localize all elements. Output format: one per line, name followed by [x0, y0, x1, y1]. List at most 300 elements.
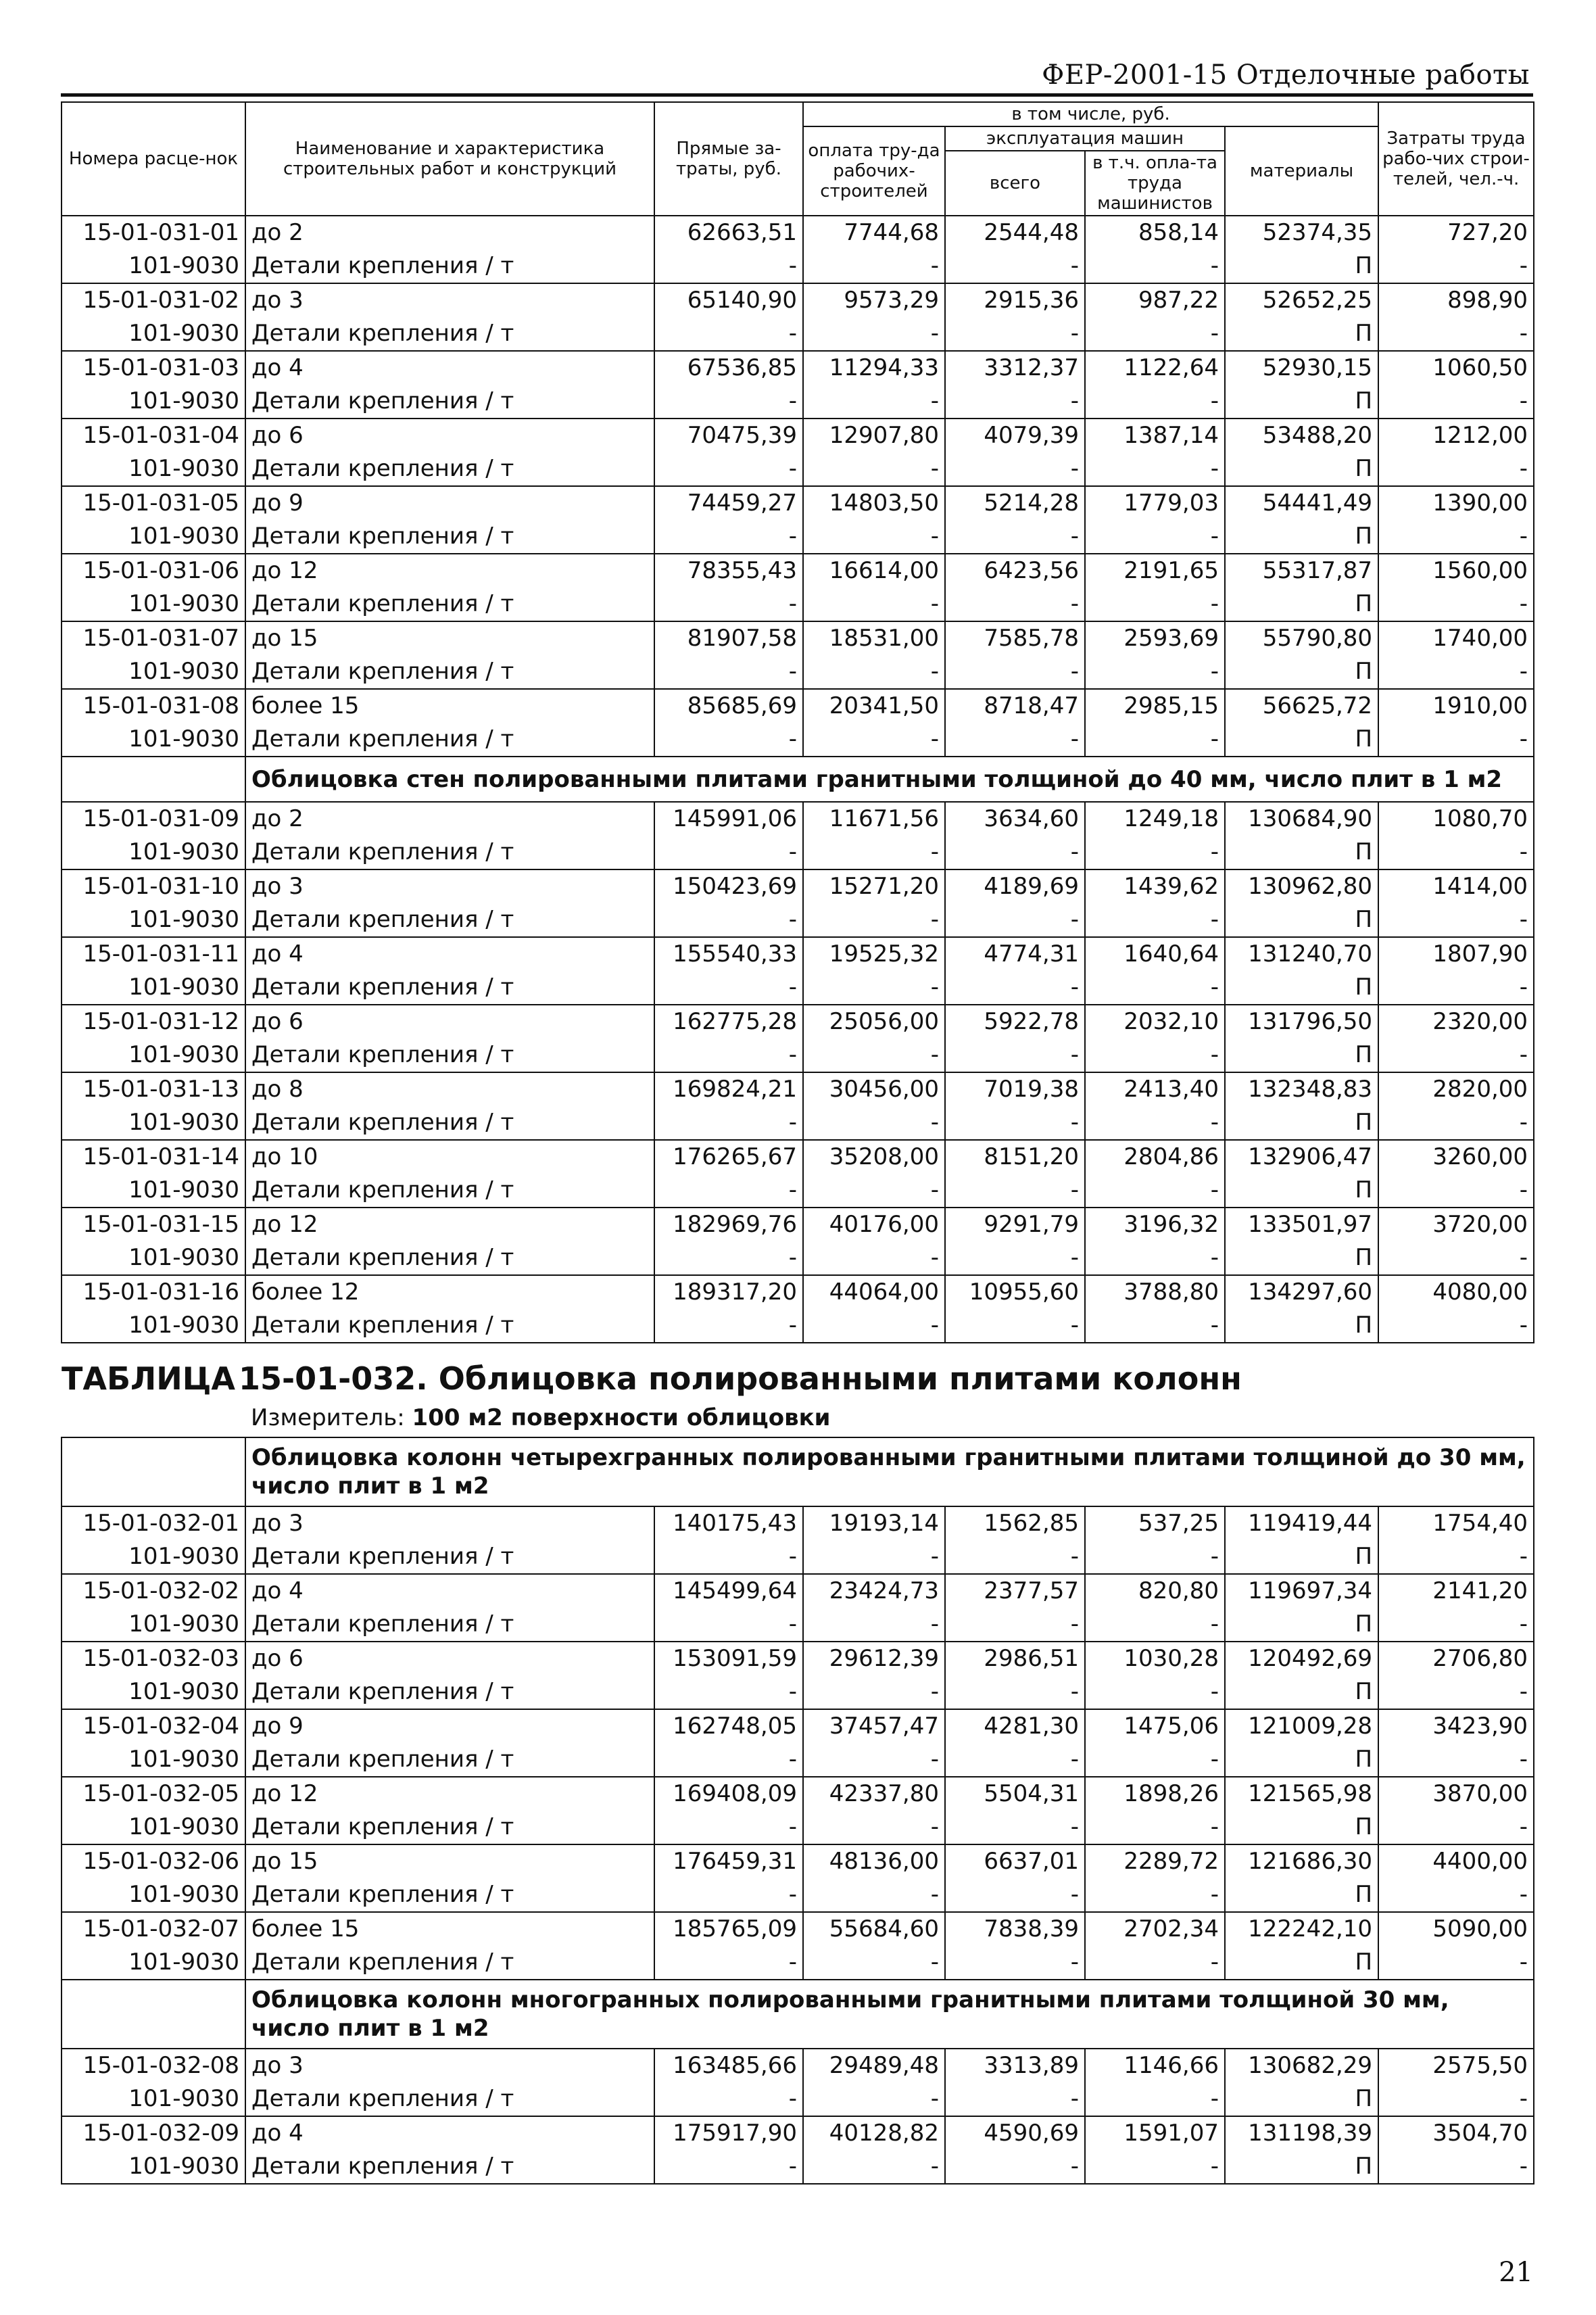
detail-name: Детали крепления / т	[245, 971, 654, 1005]
table-row	[62, 937, 1534, 971]
section-title: Облицовка колонн многогранных полированными гранитными плитами толщиной 30 мм, число плит в 1 м2	[245, 1980, 1534, 2049]
detail-dash: -	[1085, 1106, 1225, 1140]
machines-total: 4590,69	[945, 2116, 1085, 2150]
col-mach-total-header: всего	[945, 151, 1085, 216]
materials: 131796,50	[1225, 1005, 1378, 1039]
machinist-wage: 1898,26	[1085, 1777, 1225, 1811]
detail-dash: -	[654, 1675, 803, 1709]
detail-dash: -	[803, 1540, 945, 1574]
machines-total: 3634,60	[945, 802, 1085, 836]
materials: 55790,80	[1225, 621, 1378, 655]
worker-wage: 14803,50	[803, 486, 945, 520]
materials: 119419,44	[1225, 1506, 1378, 1540]
detail-unit: П	[1225, 2082, 1378, 2116]
detail-dash: -	[654, 1106, 803, 1140]
direct-cost: 176459,31	[654, 1844, 803, 1878]
detail-name: Детали крепления / т	[245, 520, 654, 554]
rate-name: до 3	[245, 869, 654, 903]
machines-total: 2544,48	[945, 216, 1085, 249]
rate-name: до 9	[245, 1709, 654, 1743]
labor-hours: 3720,00	[1378, 1208, 1534, 1241]
materials: 130684,90	[1225, 802, 1378, 836]
detail-unit: П	[1225, 588, 1378, 621]
detail-dash: -	[1085, 1675, 1225, 1709]
detail-dash: -	[1378, 1946, 1534, 1980]
worker-wage: 9573,29	[803, 283, 945, 317]
materials: 53488,20	[1225, 419, 1378, 452]
rate-name: до 6	[245, 1642, 654, 1675]
direct-cost: 150423,69	[654, 869, 803, 903]
table-row	[62, 1506, 1534, 1540]
machines-total: 1562,85	[945, 1506, 1085, 1540]
machines-total: 2986,51	[945, 1642, 1085, 1675]
detail-dash: -	[945, 836, 1085, 869]
col-materials-header: материалы	[1225, 126, 1378, 216]
rate-name: до 6	[245, 419, 654, 452]
machinist-wage: 2702,34	[1085, 1912, 1225, 1946]
detail-dash: -	[654, 1174, 803, 1208]
labor-hours: 1080,70	[1378, 802, 1534, 836]
detail-dash: -	[1085, 1039, 1225, 1072]
rate-code: 15-01-031-16	[62, 1275, 245, 1309]
labor-hours: 3423,90	[1378, 1709, 1534, 1743]
machinist-wage: 2289,72	[1085, 1844, 1225, 1878]
detail-dash: -	[654, 1608, 803, 1642]
materials: 132348,83	[1225, 1072, 1378, 1106]
machinist-wage: 2804,86	[1085, 1140, 1225, 1174]
direct-cost: 169408,09	[654, 1777, 803, 1811]
detail-code: 101-9030	[62, 1039, 245, 1072]
col-incl-header: в том числе, руб.	[803, 102, 1378, 126]
table-row	[62, 1275, 1534, 1309]
worker-wage: 48136,00	[803, 1844, 945, 1878]
direct-cost: 85685,69	[654, 689, 803, 723]
direct-cost: 140175,43	[654, 1506, 803, 1540]
detail-dash: -	[945, 1039, 1085, 1072]
direct-cost: 162775,28	[654, 1005, 803, 1039]
rate-name: до 3	[245, 2049, 654, 2082]
detail-dash: -	[945, 1540, 1085, 1574]
detail-code: 101-9030	[62, 249, 245, 283]
detail-row	[62, 1106, 1534, 1140]
worker-wage: 29612,39	[803, 1642, 945, 1675]
detail-dash: -	[1378, 836, 1534, 869]
worker-wage: 11671,56	[803, 802, 945, 836]
machines-total: 5214,28	[945, 486, 1085, 520]
detail-row	[62, 723, 1534, 757]
detail-dash: -	[945, 1174, 1085, 1208]
table-row	[62, 283, 1534, 317]
rate-name: до 4	[245, 351, 654, 385]
detail-name: Детали крепления / т	[245, 452, 654, 486]
detail-dash: -	[945, 1878, 1085, 1912]
labor-hours: 1910,00	[1378, 689, 1534, 723]
detail-dash: -	[803, 1106, 945, 1140]
machines-total: 4774,31	[945, 937, 1085, 971]
detail-dash: -	[803, 249, 945, 283]
detail-dash: -	[1378, 2150, 1534, 2184]
detail-row	[62, 588, 1534, 621]
detail-code: 101-9030	[62, 1309, 245, 1343]
detail-dash: -	[945, 1946, 1085, 1980]
machinist-wage: 2032,10	[1085, 1005, 1225, 1039]
detail-name: Детали крепления / т	[245, 385, 654, 419]
detail-dash: -	[1085, 1811, 1225, 1844]
machinist-wage: 537,25	[1085, 1506, 1225, 1540]
detail-row	[62, 1241, 1534, 1275]
detail-dash: -	[1378, 971, 1534, 1005]
table-row	[62, 689, 1534, 723]
worker-wage: 19525,32	[803, 937, 945, 971]
detail-name: Детали крепления / т	[245, 2150, 654, 2184]
detail-name: Детали крепления / т	[245, 1039, 654, 1072]
machinist-wage: 1779,03	[1085, 486, 1225, 520]
detail-dash: -	[654, 836, 803, 869]
machinist-wage: 2413,40	[1085, 1072, 1225, 1106]
detail-code: 101-9030	[62, 836, 245, 869]
rate-name: до 15	[245, 1844, 654, 1878]
detail-code: 101-9030	[62, 1106, 245, 1140]
detail-dash: -	[945, 1241, 1085, 1275]
detail-dash: -	[803, 385, 945, 419]
detail-row	[62, 2150, 1534, 2184]
worker-wage: 40128,82	[803, 2116, 945, 2150]
machinist-wage: 858,14	[1085, 216, 1225, 249]
detail-unit: П	[1225, 1309, 1378, 1343]
machines-total: 2915,36	[945, 283, 1085, 317]
table-row	[62, 486, 1534, 520]
worker-wage: 23424,73	[803, 1574, 945, 1608]
detail-dash: -	[803, 1309, 945, 1343]
materials: 130682,29	[1225, 2049, 1378, 2082]
detail-dash: -	[945, 723, 1085, 757]
detail-dash: -	[803, 1811, 945, 1844]
detail-dash: -	[1378, 2082, 1534, 2116]
page-header: ФЕР-2001-15 Отделочные работы	[1042, 59, 1530, 91]
detail-dash: -	[1378, 1540, 1534, 1574]
detail-dash: -	[1378, 903, 1534, 937]
detail-row	[62, 1878, 1534, 1912]
detail-unit: П	[1225, 1241, 1378, 1275]
machines-total: 4281,30	[945, 1709, 1085, 1743]
detail-dash: -	[654, 452, 803, 486]
detail-name: Детали крепления / т	[245, 655, 654, 689]
detail-dash: -	[1378, 1608, 1534, 1642]
detail-unit: П	[1225, 903, 1378, 937]
detail-dash: -	[945, 1811, 1085, 1844]
table-row	[62, 216, 1534, 249]
worker-wage: 12907,80	[803, 419, 945, 452]
machinist-wage: 1387,14	[1085, 419, 1225, 452]
detail-dash: -	[803, 903, 945, 937]
table-row	[62, 1140, 1534, 1174]
table-row	[62, 1642, 1534, 1675]
worker-wage: 37457,47	[803, 1709, 945, 1743]
materials: 134297,60	[1225, 1275, 1378, 1309]
machines-total: 3312,37	[945, 351, 1085, 385]
machinist-wage: 2593,69	[1085, 621, 1225, 655]
machinist-wage: 1249,18	[1085, 802, 1225, 836]
detail-name: Детали крепления / т	[245, 1946, 654, 1980]
worker-wage: 44064,00	[803, 1275, 945, 1309]
detail-dash: -	[654, 1039, 803, 1072]
worker-wage: 20341,50	[803, 689, 945, 723]
machinist-wage: 1475,06	[1085, 1709, 1225, 1743]
direct-cost: 145499,64	[654, 1574, 803, 1608]
detail-dash: -	[803, 1675, 945, 1709]
detail-dash: -	[1085, 385, 1225, 419]
detail-unit: П	[1225, 1106, 1378, 1140]
direct-cost: 169824,21	[654, 1072, 803, 1106]
rate-name: до 3	[245, 283, 654, 317]
machinist-wage: 2985,15	[1085, 689, 1225, 723]
rate-name: до 6	[245, 1005, 654, 1039]
detail-row	[62, 452, 1534, 486]
detail-dash: -	[803, 2082, 945, 2116]
detail-dash: -	[803, 971, 945, 1005]
col-mach-wage-header: в т.ч. опла-та труда машинистов	[1085, 151, 1225, 216]
col-machines-header: эксплуатация машин	[945, 126, 1225, 151]
detail-code: 101-9030	[62, 1675, 245, 1709]
materials: 56625,72	[1225, 689, 1378, 723]
table-row	[62, 869, 1534, 903]
detail-dash: -	[1085, 903, 1225, 937]
detail-dash: -	[1378, 1174, 1534, 1208]
materials: 131240,70	[1225, 937, 1378, 971]
machinist-wage: 1591,07	[1085, 2116, 1225, 2150]
detail-unit: П	[1225, 249, 1378, 283]
detail-unit: П	[1225, 1946, 1378, 1980]
detail-dash: -	[1378, 1241, 1534, 1275]
detail-name: Детали крепления / т	[245, 1106, 654, 1140]
detail-unit: П	[1225, 385, 1378, 419]
rate-name: более 15	[245, 689, 654, 723]
detail-unit: П	[1225, 836, 1378, 869]
detail-dash: -	[1378, 723, 1534, 757]
detail-dash: -	[945, 452, 1085, 486]
labor-hours: 2706,80	[1378, 1642, 1534, 1675]
detail-dash: -	[654, 588, 803, 621]
detail-unit: П	[1225, 971, 1378, 1005]
table-body-031	[62, 216, 1534, 1343]
detail-dash: -	[945, 1309, 1085, 1343]
labor-hours: 3260,00	[1378, 1140, 1534, 1174]
machinist-wage: 820,80	[1085, 1574, 1225, 1608]
detail-code: 101-9030	[62, 1811, 245, 1844]
table-row	[62, 351, 1534, 385]
rate-code: 15-01-032-08	[62, 2049, 245, 2082]
section-spacer	[62, 1437, 245, 1506]
detail-row	[62, 1675, 1534, 1709]
detail-dash: -	[1378, 317, 1534, 351]
detail-name: Детали крепления / т	[245, 1878, 654, 1912]
detail-code: 101-9030	[62, 2082, 245, 2116]
labor-hours: 2575,50	[1378, 2049, 1534, 2082]
detail-dash: -	[1085, 520, 1225, 554]
worker-wage: 55684,60	[803, 1912, 945, 1946]
detail-code: 101-9030	[62, 1878, 245, 1912]
detail-dash: -	[1085, 1946, 1225, 1980]
detail-dash: -	[1085, 1174, 1225, 1208]
rate-name: более 12	[245, 1275, 654, 1309]
detail-row	[62, 1309, 1534, 1343]
labor-hours: 1060,50	[1378, 351, 1534, 385]
rate-code: 15-01-031-13	[62, 1072, 245, 1106]
detail-code: 101-9030	[62, 1174, 245, 1208]
worker-wage: 25056,00	[803, 1005, 945, 1039]
worker-wage: 35208,00	[803, 1140, 945, 1174]
detail-dash: -	[945, 1608, 1085, 1642]
section-row	[62, 1437, 1534, 1506]
detail-unit: П	[1225, 317, 1378, 351]
machinist-wage: 1640,64	[1085, 937, 1225, 971]
direct-cost: 185765,09	[654, 1912, 803, 1946]
detail-unit: П	[1225, 1743, 1378, 1777]
detail-code: 101-9030	[62, 520, 245, 554]
detail-dash: -	[1085, 1608, 1225, 1642]
header-rule	[61, 93, 1533, 97]
detail-dash: -	[1085, 2150, 1225, 2184]
detail-dash: -	[945, 249, 1085, 283]
detail-dash: -	[1085, 1743, 1225, 1777]
detail-dash: -	[1378, 1675, 1534, 1709]
detail-dash: -	[1378, 452, 1534, 486]
worker-wage: 15271,20	[803, 869, 945, 903]
detail-dash: -	[945, 903, 1085, 937]
materials: 121686,30	[1225, 1844, 1378, 1878]
rate-code: 15-01-031-10	[62, 869, 245, 903]
detail-dash: -	[1378, 520, 1534, 554]
detail-code: 101-9030	[62, 971, 245, 1005]
detail-dash: -	[654, 1946, 803, 1980]
detail-name: Детали крепления / т	[245, 588, 654, 621]
detail-dash: -	[803, 588, 945, 621]
machines-total: 7019,38	[945, 1072, 1085, 1106]
detail-dash: -	[803, 1241, 945, 1275]
machines-total: 9291,79	[945, 1208, 1085, 1241]
worker-wage: 16614,00	[803, 554, 945, 588]
col-code-header: Номера расце-нок	[62, 102, 245, 216]
labor-hours: 1390,00	[1378, 486, 1534, 520]
direct-cost: 155540,33	[654, 937, 803, 971]
table-row	[62, 2116, 1534, 2150]
labor-hours: 1807,90	[1378, 937, 1534, 971]
detail-dash: -	[654, 1878, 803, 1912]
section-spacer	[62, 757, 245, 802]
detail-row	[62, 1039, 1534, 1072]
detail-dash: -	[945, 1675, 1085, 1709]
machinist-wage: 1030,28	[1085, 1642, 1225, 1675]
table-row	[62, 554, 1534, 588]
direct-cost: 162748,05	[654, 1709, 803, 1743]
detail-name: Детали крепления / т	[245, 1174, 654, 1208]
detail-unit: П	[1225, 1540, 1378, 1574]
detail-dash: -	[1085, 836, 1225, 869]
detail-unit: П	[1225, 1811, 1378, 1844]
detail-name: Детали крепления / т	[245, 1309, 654, 1343]
measure-value: 100 м2 поверхности облицовки	[412, 1404, 831, 1431]
labor-hours: 727,20	[1378, 216, 1534, 249]
machinist-wage: 1146,66	[1085, 2049, 1225, 2082]
detail-code: 101-9030	[62, 1946, 245, 1980]
detail-dash: -	[1378, 1878, 1534, 1912]
detail-dash: -	[803, 1174, 945, 1208]
detail-row	[62, 385, 1534, 419]
table-row	[62, 802, 1534, 836]
labor-hours: 4080,00	[1378, 1275, 1534, 1309]
materials: 55317,87	[1225, 554, 1378, 588]
table-row	[62, 1072, 1534, 1106]
rate-code: 15-01-031-08	[62, 689, 245, 723]
materials: 131198,39	[1225, 2116, 1378, 2150]
rates-table	[61, 101, 1534, 2185]
labor-hours: 898,90	[1378, 283, 1534, 317]
machines-total: 6637,01	[945, 1844, 1085, 1878]
rate-code: 15-01-031-02	[62, 283, 245, 317]
detail-code: 101-9030	[62, 385, 245, 419]
worker-wage: 30456,00	[803, 1072, 945, 1106]
detail-dash: -	[945, 2150, 1085, 2184]
detail-dash: -	[945, 385, 1085, 419]
detail-dash: -	[654, 2150, 803, 2184]
rate-name: до 2	[245, 802, 654, 836]
detail-name: Детали крепления / т	[245, 2082, 654, 2116]
direct-cost: 182969,76	[654, 1208, 803, 1241]
rate-code: 15-01-032-06	[62, 1844, 245, 1878]
machines-total: 4189,69	[945, 869, 1085, 903]
machines-total: 10955,60	[945, 1275, 1085, 1309]
rate-code: 15-01-031-11	[62, 937, 245, 971]
detail-dash: -	[654, 1743, 803, 1777]
detail-dash: -	[1378, 1106, 1534, 1140]
detail-dash: -	[1085, 249, 1225, 283]
detail-dash: -	[654, 520, 803, 554]
materials: 133501,97	[1225, 1208, 1378, 1241]
detail-name: Детали крепления / т	[245, 903, 654, 937]
direct-cost: 70475,39	[654, 419, 803, 452]
machines-total: 7838,39	[945, 1912, 1085, 1946]
detail-row	[62, 1540, 1534, 1574]
detail-unit: П	[1225, 452, 1378, 486]
detail-dash: -	[654, 317, 803, 351]
detail-dash: -	[945, 655, 1085, 689]
table-row	[62, 2049, 1534, 2082]
machinist-wage: 1122,64	[1085, 351, 1225, 385]
table-row	[62, 1709, 1534, 1743]
table-body-032	[62, 1437, 1534, 2184]
materials: 54441,49	[1225, 486, 1378, 520]
rate-code: 15-01-032-03	[62, 1642, 245, 1675]
rate-name: до 4	[245, 2116, 654, 2150]
detail-dash: -	[1378, 655, 1534, 689]
detail-code: 101-9030	[62, 723, 245, 757]
detail-row	[62, 1946, 1534, 1980]
detail-dash: -	[1085, 317, 1225, 351]
detail-row	[62, 520, 1534, 554]
labor-hours: 1560,00	[1378, 554, 1534, 588]
detail-unit: П	[1225, 655, 1378, 689]
section-row	[62, 757, 1534, 802]
detail-unit: П	[1225, 2150, 1378, 2184]
table2-title: 15-01-032. Облицовка полированными плитами колонн	[239, 1360, 1242, 1397]
detail-dash: -	[1085, 2082, 1225, 2116]
rate-name: до 8	[245, 1072, 654, 1106]
labor-hours: 2320,00	[1378, 1005, 1534, 1039]
table-row	[62, 621, 1534, 655]
machines-total: 2377,57	[945, 1574, 1085, 1608]
rate-code: 15-01-031-05	[62, 486, 245, 520]
detail-dash: -	[654, 1811, 803, 1844]
